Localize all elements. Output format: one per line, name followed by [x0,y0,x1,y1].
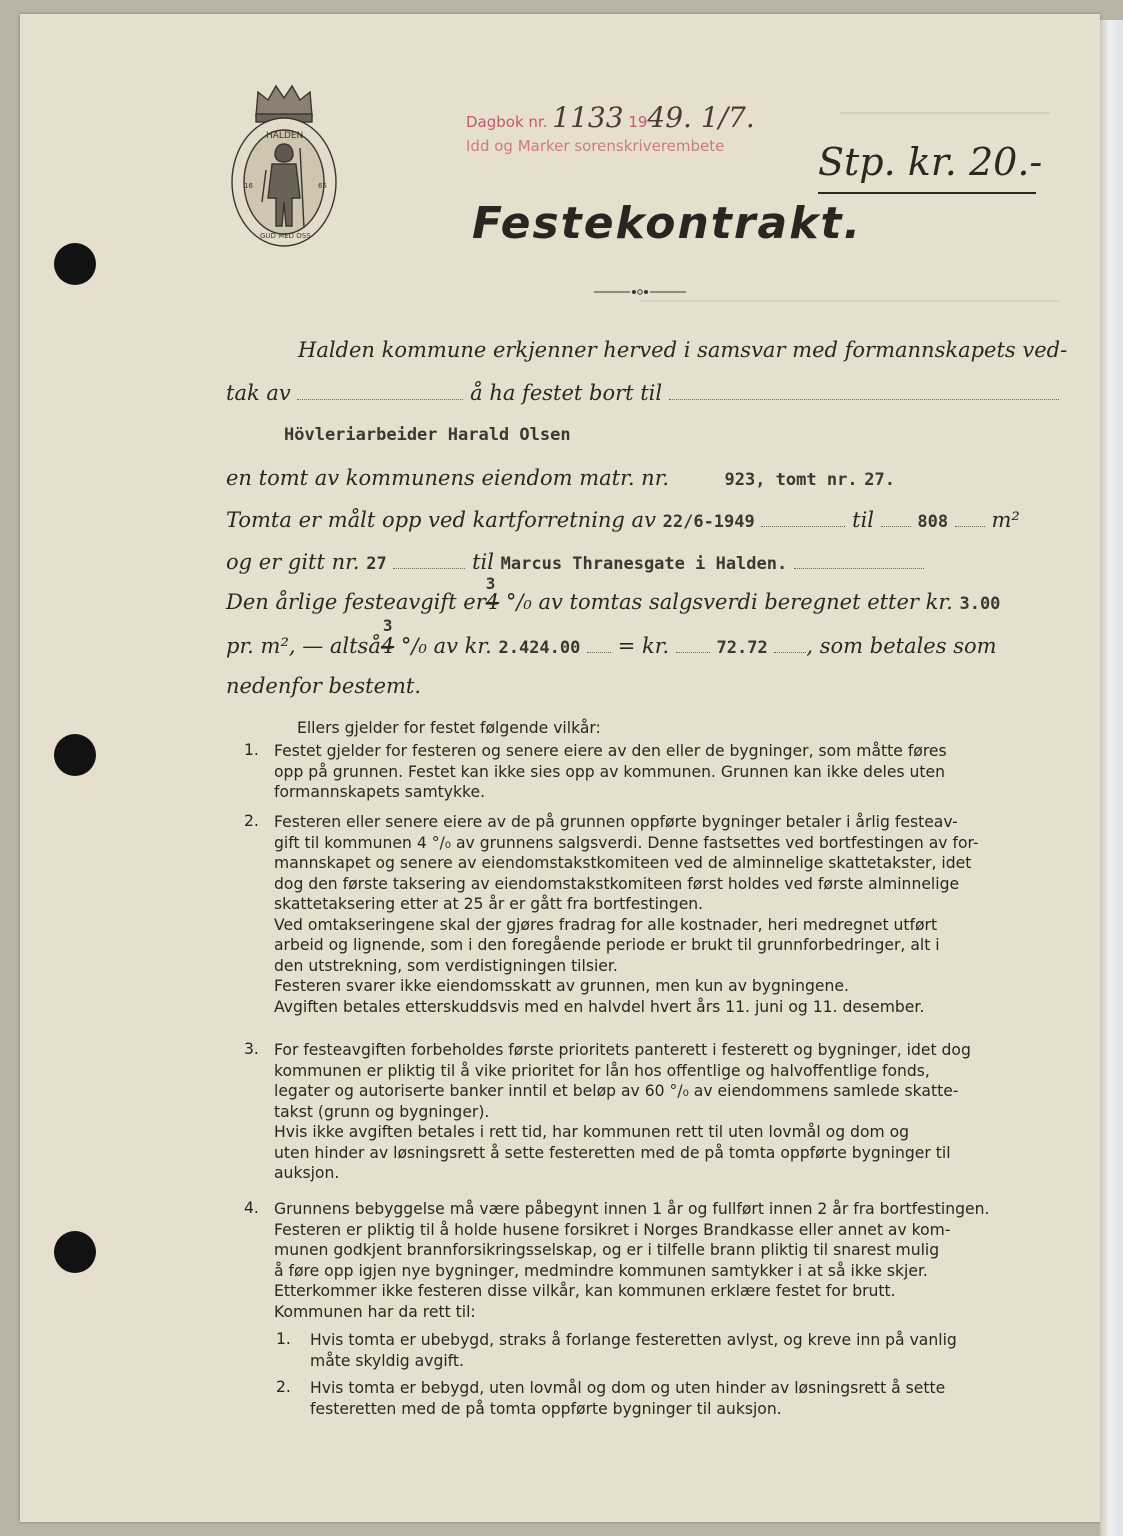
term-number: 1. [244,741,259,759]
tenant-name: Hövleriarbeider Harald Olsen [284,425,571,445]
intro-til-label: til [852,508,874,532]
term-line: mannskapet og senere av eiendomstakstkomiteen ved de alminnelige skattetakster, idet [274,854,972,872]
term-line: gift til kommunen 4 °/₀ av grunnens salgsverdi. Denne fastsettes ved bortfestingen av for- [274,833,979,852]
intro-kart-label: Tomta er målt opp ved kartforretning av [226,508,656,532]
blank-tenant-line [669,398,1059,400]
term-line: Hvis tomta er ubebygd, straks å forlange festeretten avlyst, og kreve inn på vanlig [310,1331,957,1349]
annual-fee: 72.72 [716,638,768,658]
term-line: Festeren svarer ikke eiendomsskatt av grunnen, men kun av bygningene. [274,977,849,995]
area-unit: m² [991,508,1020,532]
area-value: 808 [917,512,949,532]
intro-line-2 [226,381,1059,405]
stamp-year-prefix: 19 [628,113,648,131]
blank-fill-5 [794,567,924,569]
term-line: uten hinder av løsningsrett å sette festeretten med de på tomta oppførte bygninger til [274,1143,951,1162]
term-line: Festeren er pliktig til å holde husene forsikret i Norges Brandkasse eller annet av kom- [274,1220,951,1239]
term-3 [274,1040,1064,1184]
intro-eq-kr-label: = kr. [617,634,670,658]
percent-handwritten: 3 [485,574,496,593]
intro-matr-label: en tomt av kommunens eiendom matr. nr. [226,466,670,490]
term-line: Avgiften betales etterskuddsvis med en halvdel hvert års 11. juni og 11. desember. [274,997,925,1016]
term-line: dog den første taksering av eiendomstakstkomiteen først holdes ved første alminnelige [274,874,960,893]
subterm-number: 2. [276,1378,291,1396]
term-line: Etterkommer ikke festeren disse vilkår, kan kommunen erklære festet for brutt. [274,1282,896,1300]
blank-fill-2 [881,525,911,527]
term-line: takst (grunn og bygninger). [274,1102,490,1121]
stamp-date-handwritten: 49. 1/7. [647,101,755,134]
intro-festeavgift-label: Den årlige festeavgift er [226,590,486,614]
given-number: 27 [366,554,387,574]
term-line: kommunen er pliktig til å vike prioritet for lån hos offentlige og halvoffentlige fonds, [274,1061,930,1080]
price-per-m2: 3.00 [959,594,1001,614]
percent-printed: 4 [485,590,500,614]
term-line: Hvis ikke avgiften betales i rett tid, har kommunen rett til uten lovmål og dom og [274,1123,910,1141]
intro-gitt-nr-label: og er gitt nr. [226,550,360,574]
term-line: skattetaksering etter at 25 år er gått fra bortfestingen. [274,895,704,913]
term-line: Festet gjelder for festeren og senere eiere av den eller de bygninger, som måtte føres [274,742,947,760]
matr-number: 923 [724,470,756,490]
stamp-court-name: Idd og Marker sorenskriverembete [466,137,725,155]
term-line: arbeid og lignende, som i den foregående periode er brukt til grunnforbedringer, alt i [274,936,940,954]
term-4 [274,1199,1064,1322]
intro-salgsverdi-label: °/₀ av tomtas salgsverdi beregnet etter kr. [505,590,953,614]
street-name: Marcus Thranesgate i Halden. [500,554,788,574]
svg-text:GUD MED OSS: GUD MED OSS [260,232,311,240]
term-number: 4. [244,1199,259,1217]
term-line: For festeavgiften forbeholdes første prioritets panterett i festerett og bygninger, idet dog [274,1041,971,1059]
term-line: Ved omtakseringene skal der gjøres fradrag for alle kostnader, heri medregnet utført [274,915,938,934]
tomt-number: 27. [864,470,895,490]
punch-hole-bottom [54,1231,96,1273]
intro-line-4 [226,466,895,490]
intro-festet-bort: å ha festet bort til [470,381,663,405]
intro-line-9: nedenfor bestemt. [226,674,422,698]
term-line: munen godkjent brannforsikringsselskap, og er i tilfelle brann pliktig til snarest mulig [274,1241,940,1259]
intro-line-8 [226,616,997,658]
blank-fill-4 [393,567,465,569]
intro-line-7 [226,574,1001,614]
term-line: Hvis tomta er bebygd, uten lovmål og dom og uten hinder av løsningsrett å sette [310,1379,946,1397]
blank-fill-1 [761,525,845,527]
blank-fill-6 [587,651,611,653]
term-line: festeretten med de på tomta oppførte bygninger til auksjon. [310,1399,782,1418]
blank-fill-3 [955,525,985,527]
tomt-label: , tomt nr. [755,470,858,490]
term-line: Kommunen har da rett til: [274,1302,476,1321]
blank-fill-7 [676,651,710,653]
stamp-duty-note: Stp. kr. 20.- [818,140,1043,184]
svg-text:16: 16 [244,182,253,190]
blank-vedtak-date [297,398,463,400]
document-title: Festekontrakt. [472,198,863,249]
page-edge [1100,20,1123,1536]
intro-betales-label: , som betales som [806,634,997,658]
intro-line-1: Halden kommune erkjenner herved i samsvar med formannskapets ved- [298,338,1068,362]
stamp-duty-underline [818,192,1036,194]
intro-line-3 [284,421,571,445]
term-line: legater og autoriserte banker inntil et beløp av 60 °/₀ av eiendommens samlede skatte- [274,1082,959,1100]
term-line: formannskapets samtykke. [274,783,486,801]
svg-text:HALDEN: HALDEN [266,131,304,141]
intro-tak-av: tak av [226,381,291,405]
term-line: Grunnens bebyggelse må være påbegynt innen 1 år og fullført innen 2 år fra bortfestingen. [274,1200,990,1218]
subterm-number: 1. [276,1330,291,1348]
term-number: 2. [244,812,259,830]
title-ornament [594,288,686,296]
halden-coat-of-arms [228,78,340,250]
punch-hole-middle [54,734,96,776]
term-2 [274,812,1064,1017]
term-line: den utstrekning, som verdistigningen tilsier. [274,956,618,975]
term-line: måte skyldig avgift. [310,1351,464,1370]
intro-altsaa-label: pr. m², — altså [226,634,381,658]
intro-line-6 [226,550,924,574]
percent-handwritten-2: 3 [382,616,393,635]
total-value: 2.424.00 [498,638,581,658]
terms-heading: Ellers gjelder for festet følgende vilkår: [297,719,601,737]
term-line: auksjon. [274,1164,340,1182]
term-line: Festeren eller senere eiere av de på grunnen oppførte bygninger betaler i årlig festeav- [274,813,958,831]
intro-line-5 [226,508,1020,532]
stamp-dagbok-number: 1133 [552,101,624,134]
term-line: opp på grunnen. Festet kan ikke sies opp av kommunen. Grunnen kan ikke deles uten [274,762,946,781]
subterm-2 [310,1378,1070,1419]
term-number: 3. [244,1040,259,1058]
blank-fill-8 [774,651,806,653]
intro-til-label-2: til [472,550,494,574]
kartforretning-date: 22/6-1949 [662,512,755,532]
registry-stamp [466,101,755,158]
percent-printed-2: 4 [380,634,395,658]
term-line: å føre opp igjen nye bygninger, medmindre kommunen samtykker i at så ikke skjer. [274,1261,928,1280]
subterm-1 [310,1330,1070,1371]
intro-av-kr-label: °/₀ av kr. [400,634,492,658]
stamp-dagbok-label: Dagbok nr. [466,113,548,131]
term-1 [274,741,1064,803]
svg-text:65: 65 [318,182,327,190]
punch-hole-top [54,243,96,285]
